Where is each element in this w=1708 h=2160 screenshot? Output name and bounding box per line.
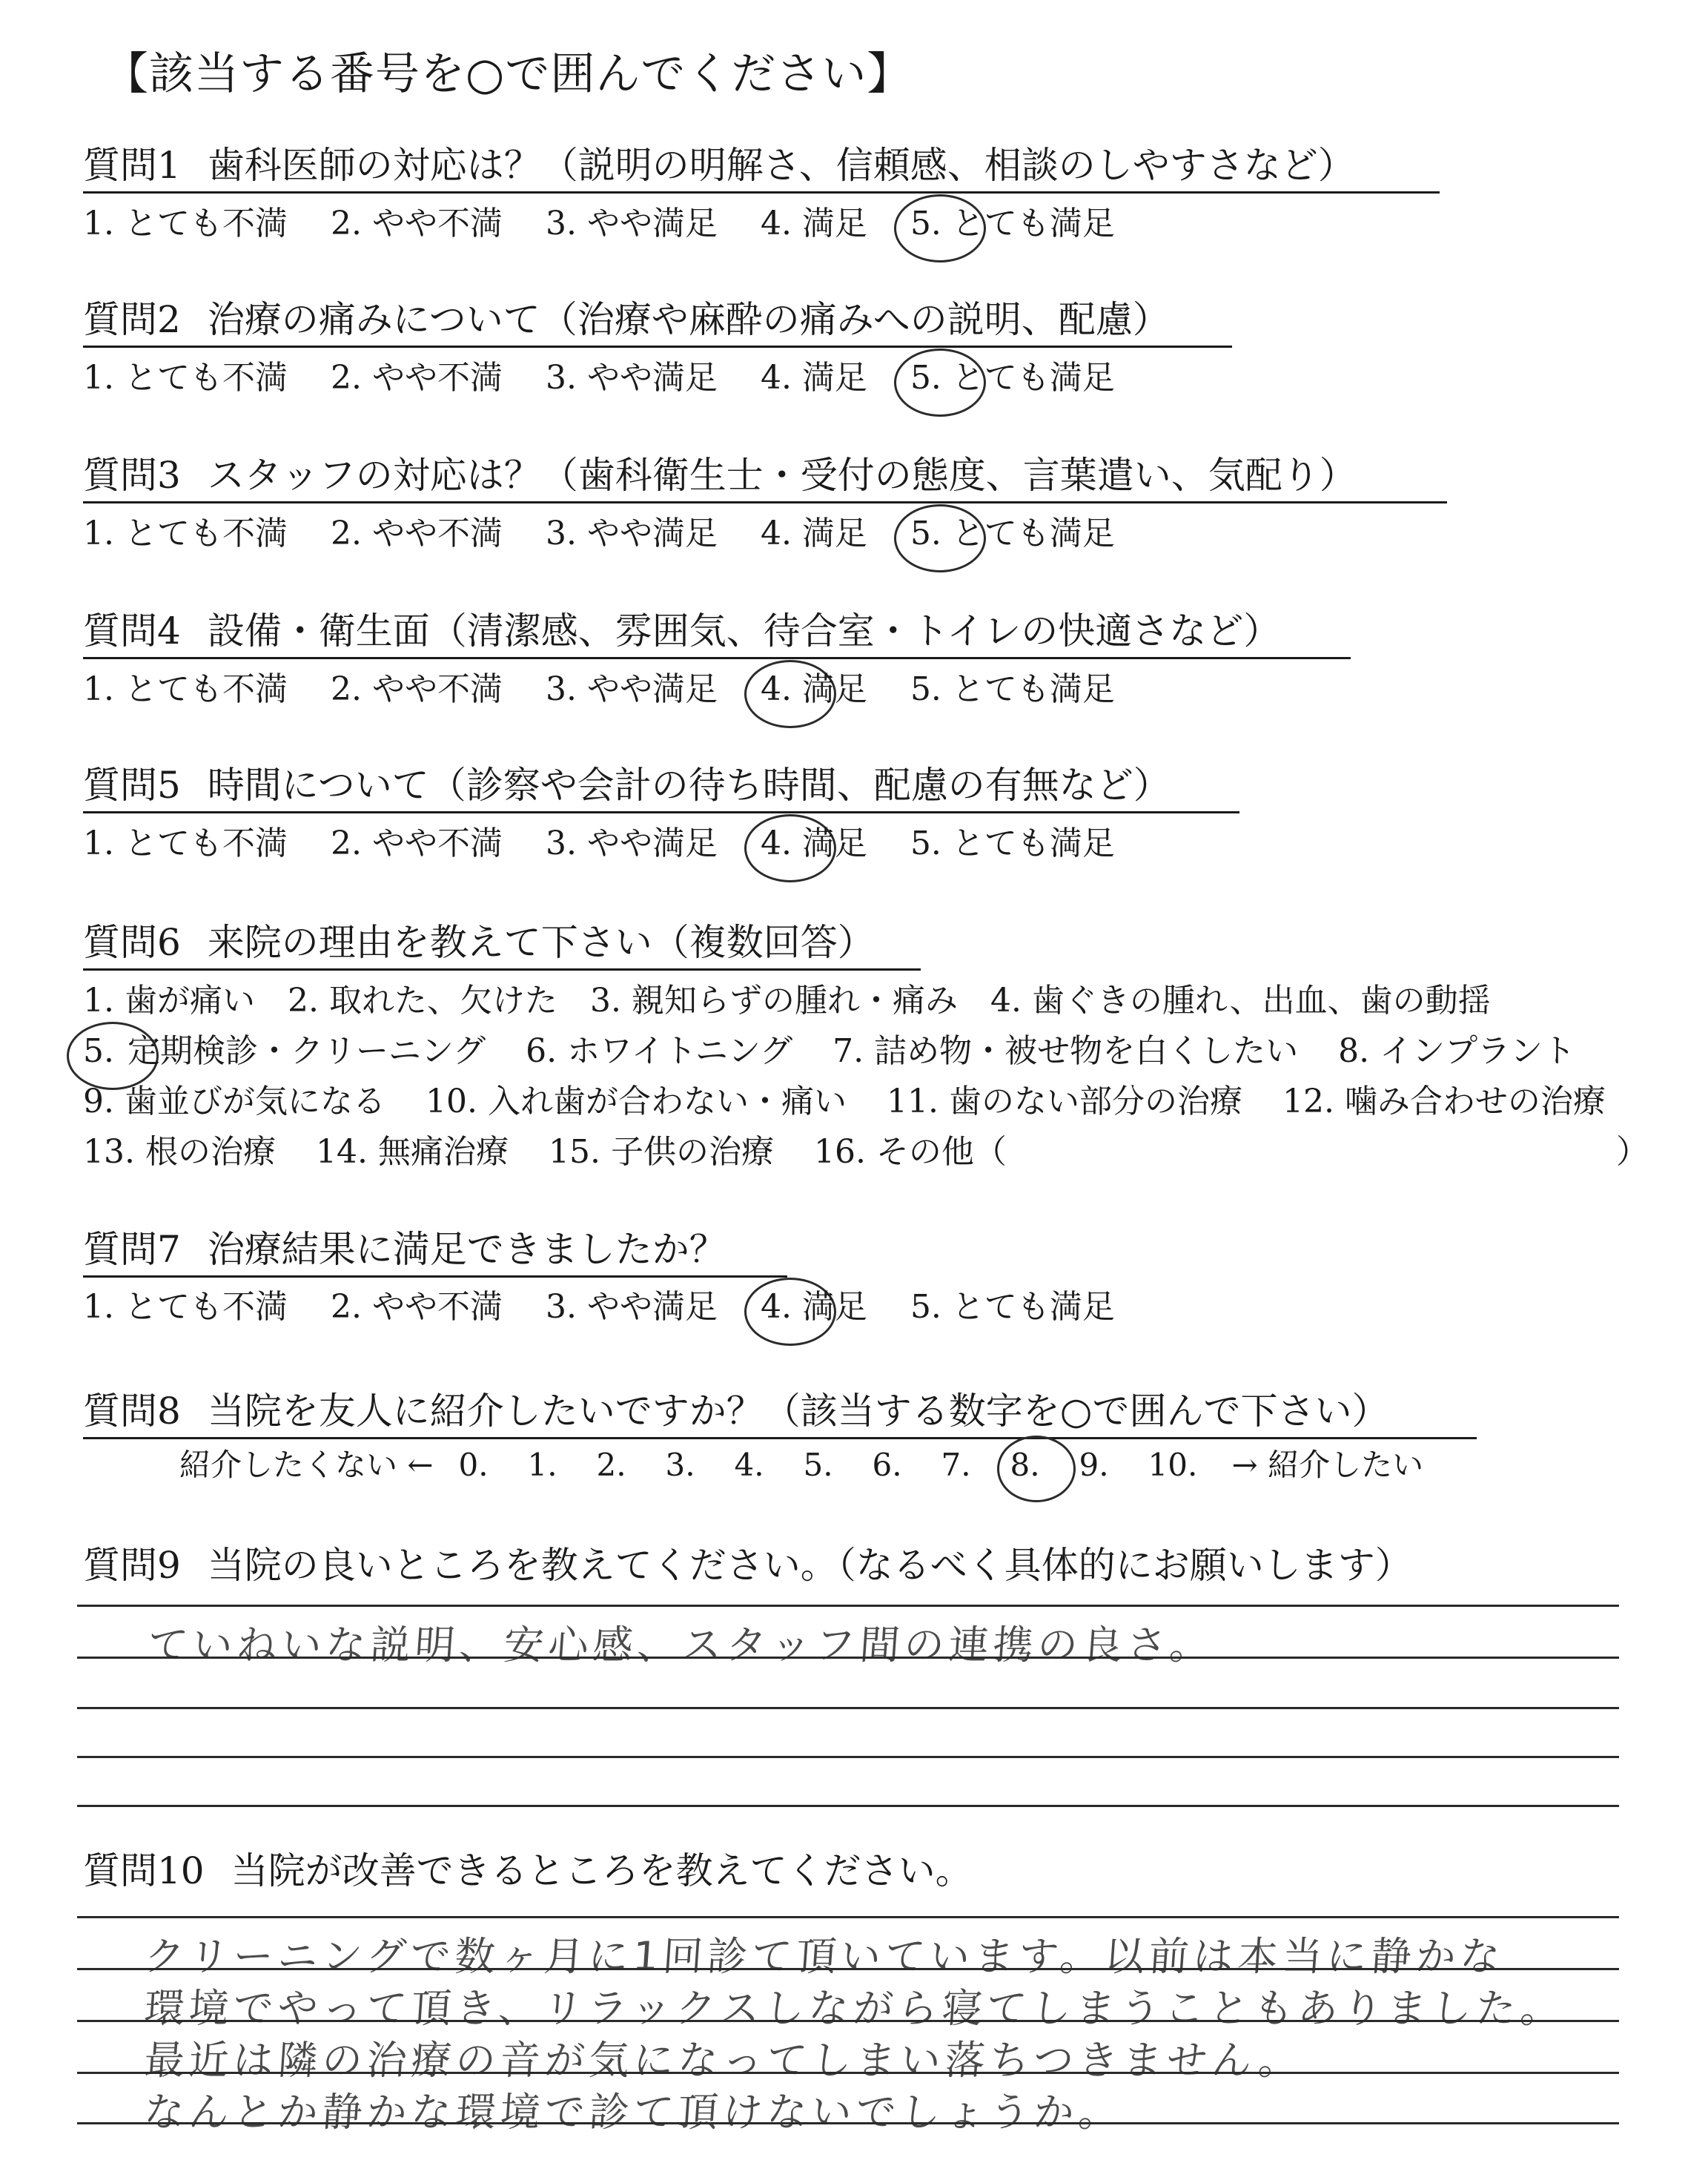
q2-option-label-2: やや不満 — [371, 359, 503, 397]
q2-text: 治療の痛みについて（治療や麻酔の痛みへの説明、配慮） — [207, 298, 1170, 341]
q7-option-label-3: やや満足 — [586, 1288, 718, 1326]
q6-option-label: 歯並びが気になる — [124, 1083, 385, 1120]
q5-number: 質問5 — [83, 764, 181, 807]
q6-option-label: その他（ — [875, 1133, 1007, 1171]
q1-option-label-2: やや不満 — [371, 205, 503, 242]
q6-option-label: ホワイトニング — [567, 1032, 793, 1070]
q5-option-label-4: 満足 — [801, 825, 867, 862]
q10-rule-5 — [77, 2122, 1619, 2124]
q1-options — [83, 203, 1115, 245]
q9-rule-1 — [77, 1605, 1619, 1607]
q6-option-label: 無痛治療 — [377, 1133, 509, 1171]
q3-options — [83, 513, 1115, 555]
q5-option-label-1: とても不満 — [124, 825, 288, 862]
q7-option-label-4: 満足 — [801, 1288, 867, 1326]
q8-scale-1: 1. — [527, 1447, 557, 1483]
q9-number: 質問9 — [83, 1544, 181, 1587]
q3-option-label-2: やや不満 — [371, 515, 503, 552]
q6-option-label: インプラント — [1380, 1032, 1576, 1070]
q3-selected-option: 5. — [910, 513, 941, 555]
q8-left-label: 紹介したくない ← — [179, 1447, 434, 1483]
q6-option-label: 子供の治療 — [610, 1133, 774, 1171]
q6-other-close-paren: ） — [1616, 1133, 1649, 1171]
q3-option-number-3: 3. — [545, 515, 577, 552]
q6-option-label: 入れ歯が合わない・痛い — [487, 1083, 847, 1120]
q8-scale-10: 10. — [1148, 1447, 1198, 1483]
q2-option-label-5: とても満足 — [951, 359, 1115, 397]
q4-option-label-3: やや満足 — [586, 670, 718, 708]
q6-option-number: 13. — [83, 1133, 135, 1171]
q8-text: 当院を友人に紹介したいですか？（該当する数字を○で囲んで下さい） — [207, 1390, 1389, 1433]
q7-number: 質問7 — [83, 1228, 181, 1271]
q6-text: 来院の理由を教えて下さい（複数回答） — [207, 921, 875, 964]
q9-rule-5 — [77, 1805, 1619, 1807]
q6-option-number: 14. — [315, 1133, 368, 1171]
q1-selected-option: 5. — [910, 203, 941, 245]
q3-option-number-2: 2. — [330, 515, 362, 552]
q4-option-number-1: 1. — [83, 670, 114, 708]
q8-scale-6: 6. — [872, 1447, 902, 1483]
q2-selected-option: 5. — [910, 357, 941, 399]
q8-scale-3: 3. — [665, 1447, 695, 1483]
q7-text: 治療結果に満足できましたか？ — [207, 1228, 726, 1271]
q2-number: 質問2 — [83, 298, 181, 341]
q6-selected-option: 5. — [83, 1031, 114, 1072]
q4-option-number-5: 5. — [910, 670, 941, 708]
q2-option-number-1: 1. — [83, 359, 114, 397]
q6-option-label: 定期検診・クリーニング — [127, 1032, 486, 1070]
q5-underline — [83, 811, 1239, 813]
q9-answer: ていねいな説明、安心感、スタッフ間の連携の良さ。 — [146, 1622, 1216, 1668]
q3-option-label-4: 満足 — [801, 515, 867, 552]
q9-text: 当院の良いところを教えてください。（なるべく具体的にお願いします） — [207, 1544, 1412, 1587]
q6-underline — [83, 968, 921, 971]
q10-answer-line-3: 最近は隣の治療の音が気になってしまい落ちつきません。 — [142, 2037, 1305, 2084]
q6-option-number: 15. — [548, 1133, 600, 1171]
q4-option-label-1: とても不満 — [124, 670, 288, 708]
q5-options — [83, 823, 1115, 865]
q1-option-label-3: やや満足 — [586, 205, 718, 242]
q5-option-number-5: 5. — [910, 825, 941, 862]
q8-scale-9: 9. — [1079, 1447, 1109, 1483]
q6-option-number: 1. — [83, 982, 114, 1020]
q8-right-label: → 紹介したい — [1231, 1447, 1424, 1483]
q8-number: 質問8 — [83, 1390, 181, 1433]
form-header: 【該当する番号を○で囲んでください】 — [104, 48, 913, 100]
q3-underline — [83, 501, 1447, 503]
q4-option-label-5: とても満足 — [951, 670, 1115, 708]
q4-text: 設備・衛生面（清潔感、雰囲気、待合室・トイレの快適さなど） — [207, 610, 1281, 653]
q6-option-number: 6. — [526, 1032, 557, 1070]
q3-option-label-1: とても不満 — [124, 515, 288, 552]
q6-option-number: 4. — [990, 982, 1022, 1020]
q7-title — [83, 1225, 726, 1274]
q10-number: 質問10 — [83, 1849, 205, 1892]
q8-underline — [83, 1437, 1477, 1439]
q5-option-label-5: とても満足 — [951, 825, 1115, 862]
q6-option-label: 歯のない部分の治療 — [948, 1083, 1242, 1120]
q2-title — [83, 295, 1170, 344]
q3-option-label-5: とても満足 — [951, 515, 1115, 552]
q7-options — [83, 1287, 1115, 1328]
q1-text: 歯科医師の対応は？（説明の明解さ、信頼感、相談のしやすさなど） — [207, 144, 1355, 187]
q4-option-label-4: 満足 — [801, 670, 867, 708]
q10-answer-line-1: クリーニングで数ヶ月に1回診て頂いています。以前は本当に静かな — [142, 1933, 1506, 1980]
q6-row-2 — [83, 1031, 1575, 1072]
q8-scale-5: 5. — [803, 1447, 833, 1483]
q10-rule-2 — [77, 1968, 1619, 1970]
q5-option-label-2: やや不満 — [371, 825, 503, 862]
q5-text: 時間について（診察や会計の待ち時間、配慮の有無など） — [207, 764, 1171, 807]
q1-option-label-4: 満足 — [801, 205, 867, 242]
q3-option-number-4: 4. — [760, 515, 792, 552]
q4-selected-option: 4. — [761, 669, 792, 710]
q6-option-number: 2. — [287, 982, 319, 1020]
q7-underline — [83, 1275, 787, 1278]
q9-rule-2 — [77, 1657, 1619, 1659]
q6-option-label: 歯ぐきの腫れ、出血、歯の動揺 — [1031, 982, 1491, 1020]
q6-title — [83, 918, 875, 967]
q1-option-label-1: とても不満 — [124, 205, 288, 242]
q6-row-1 — [83, 980, 1491, 1022]
q10-answer-line-2: 環境でやって頂き、リラックスしながら寝てしまうこともありました。 — [142, 1985, 1567, 2032]
q8-scale-0: 0. — [458, 1447, 489, 1483]
q1-number: 質問1 — [83, 144, 181, 187]
q4-number: 質問4 — [83, 610, 181, 653]
q3-option-number-1: 1. — [83, 515, 114, 552]
q6-option-number: 11. — [886, 1083, 939, 1120]
q2-option-number-4: 4. — [760, 359, 792, 397]
q6-row-3 — [83, 1081, 1606, 1123]
q8-scale-2: 2. — [596, 1447, 626, 1483]
q6-option-label: 取れた、欠けた — [328, 982, 557, 1020]
q7-option-number-1: 1. — [83, 1288, 114, 1326]
q1-option-number-3: 3. — [545, 205, 577, 242]
q1-option-number-1: 1. — [83, 205, 114, 242]
q7-option-label-5: とても満足 — [951, 1288, 1115, 1326]
q6-option-number: 9. — [83, 1083, 114, 1120]
q10-answer-line-4: なんとか静かな環境で診て頂けないでしょうか。 — [142, 2089, 1125, 2136]
q8-scale-7: 7. — [941, 1447, 971, 1483]
q6-row-4 — [83, 1132, 1007, 1173]
q4-option-number-3: 3. — [545, 670, 577, 708]
q4-option-label-2: やや不満 — [371, 670, 503, 708]
q3-number: 質問3 — [83, 454, 181, 497]
q3-option-label-3: やや満足 — [586, 515, 718, 552]
q9-rule-3 — [77, 1707, 1619, 1709]
q7-option-number-3: 3. — [545, 1288, 577, 1326]
q5-title — [83, 761, 1171, 810]
q3-text: スタッフの対応は？（歯科衛生士・受付の態度、言葉遣い、気配り） — [207, 454, 1357, 497]
q6-option-number: 3. — [589, 982, 621, 1020]
q4-underline — [83, 657, 1351, 659]
q10-rule-4 — [77, 2072, 1619, 2074]
q9-title — [83, 1541, 1412, 1590]
q1-title — [83, 141, 1355, 190]
q7-option-number-5: 5. — [910, 1288, 941, 1326]
q2-option-label-4: 満足 — [801, 359, 867, 397]
q8-nps-scale — [179, 1444, 1423, 1486]
q7-option-label-2: やや不満 — [371, 1288, 503, 1326]
q7-option-label-1: とても不満 — [124, 1288, 288, 1326]
q6-option-number: 12. — [1282, 1083, 1334, 1120]
q2-option-label-1: とても不満 — [124, 359, 288, 397]
q1-underline — [83, 191, 1440, 194]
q4-title — [83, 607, 1280, 655]
q10-title — [83, 1846, 973, 1895]
q6-option-number: 16. — [813, 1133, 866, 1171]
q8-selected-score: 8. — [1010, 1444, 1079, 1486]
q5-option-label-3: やや満足 — [586, 825, 718, 862]
q5-option-number-3: 3. — [545, 825, 577, 862]
q6-option-number: 8. — [1338, 1032, 1370, 1070]
q7-option-number-2: 2. — [330, 1288, 362, 1326]
q6-option-number: 10. — [425, 1083, 477, 1120]
q1-option-number-2: 2. — [330, 205, 362, 242]
q6-option-label: 歯が痛い — [124, 982, 255, 1020]
q8-scale-4: 4. — [734, 1447, 764, 1483]
q3-title — [83, 451, 1357, 500]
q2-option-number-3: 3. — [545, 359, 577, 397]
q5-option-number-2: 2. — [330, 825, 362, 862]
q10-rule-3 — [77, 2020, 1619, 2022]
q10-text: 当院が改善できるところを教えてください。 — [231, 1849, 973, 1892]
q1-option-label-5: とても満足 — [951, 205, 1115, 242]
q2-option-label-3: やや満足 — [586, 359, 718, 397]
q6-option-label: 噛み合わせの治療 — [1344, 1083, 1606, 1120]
q6-option-number: 7. — [833, 1032, 864, 1070]
q8-title — [83, 1387, 1388, 1436]
q5-selected-option: 4. — [761, 823, 792, 865]
q7-selected-option: 4. — [761, 1287, 792, 1328]
q2-option-number-2: 2. — [330, 359, 362, 397]
q10-rule-1 — [77, 1916, 1619, 1918]
q4-options — [83, 669, 1115, 710]
q6-number: 質問6 — [83, 921, 181, 964]
q6-option-label: 根の治療 — [145, 1133, 276, 1171]
q6-option-label: 親知らずの腫れ・痛み — [631, 982, 958, 1020]
q2-underline — [83, 346, 1232, 348]
q5-option-number-1: 1. — [83, 825, 114, 862]
q9-rule-4 — [77, 1756, 1619, 1758]
q4-option-number-2: 2. — [330, 670, 362, 708]
q2-options — [83, 357, 1115, 399]
q1-option-number-4: 4. — [760, 205, 792, 242]
q6-option-label: 詰め物・被せ物を白くしたい — [874, 1032, 1299, 1070]
